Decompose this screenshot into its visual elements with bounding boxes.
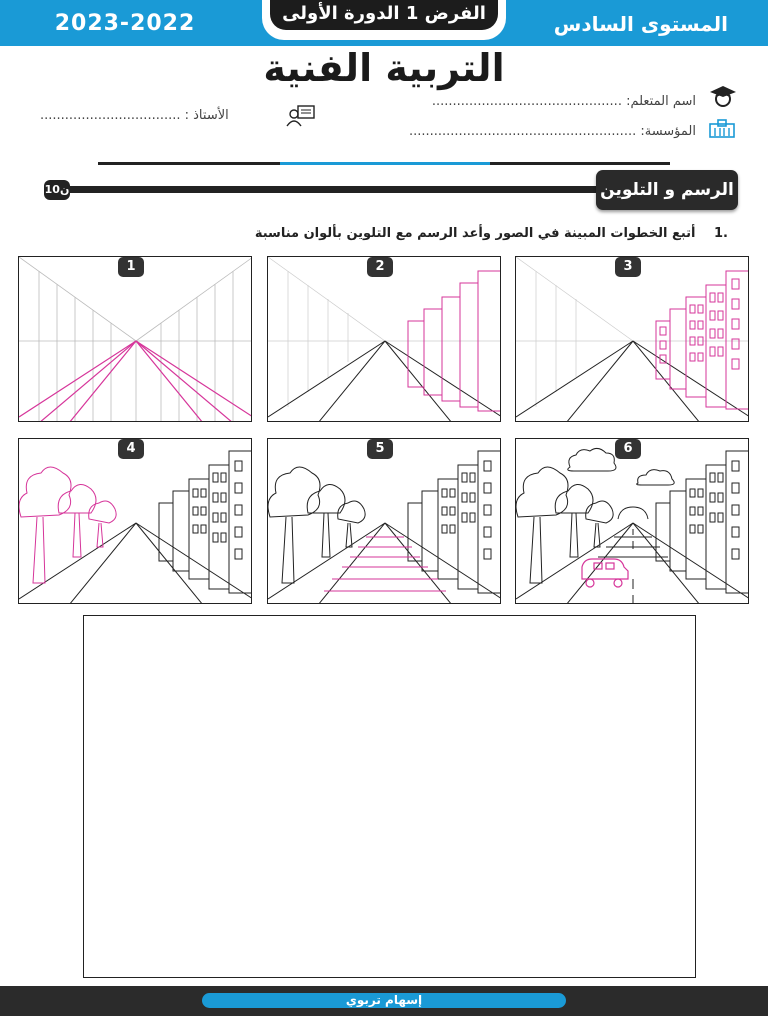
step-4-sketch [19,439,252,604]
school-name-field: المؤسسة: ....................................................... [408,124,696,139]
footer-credit: إسهام تربوي [202,993,566,1008]
step-6-sketch [516,439,749,604]
step-6-panel [515,438,749,604]
teacher-name-field: الأستاذ : .................................. [40,108,229,123]
student-name-field: اسم المتعلم: .............................................. [431,94,696,109]
section-title: الرسم و التلوين [596,170,738,210]
instruction-text [255,226,728,241]
step-5-panel [267,438,501,604]
instruction-body: أتبع الخطوات المبينة في الصور وأعد الرسم مع التلوين بألوان مناسبة [254,226,696,241]
step-1-sketch [19,257,252,422]
step-number: 3 [615,257,641,277]
step-3-sketch [516,257,749,422]
drawing-area[interactable] [83,615,696,978]
grade-level: المستوى السادس [553,12,728,36]
step-2-panel [267,256,501,422]
exam-label: الفرض 1 الدورة الأولى [270,0,498,30]
step-number: 5 [367,439,393,459]
header-divider-accent [280,162,490,165]
instruction-number: .1 [714,226,728,241]
section-rule [44,186,644,193]
step-number: 4 [118,439,144,459]
school-year: 2023-2022 [40,8,210,40]
step-4-panel [18,438,252,604]
step-1-panel [18,256,252,422]
step-5-sketch [268,439,501,604]
page-title: التربية الفنية [263,46,505,90]
step-number: 2 [367,257,393,277]
step-number: 6 [615,439,641,459]
teacher-icon [286,104,316,132]
school-building-icon [708,118,736,142]
step-number: 1 [118,257,144,277]
graduate-cap-icon [708,84,738,114]
score-badge: 10ن [44,180,70,200]
step-2-sketch [268,257,501,422]
step-3-panel [515,256,749,422]
